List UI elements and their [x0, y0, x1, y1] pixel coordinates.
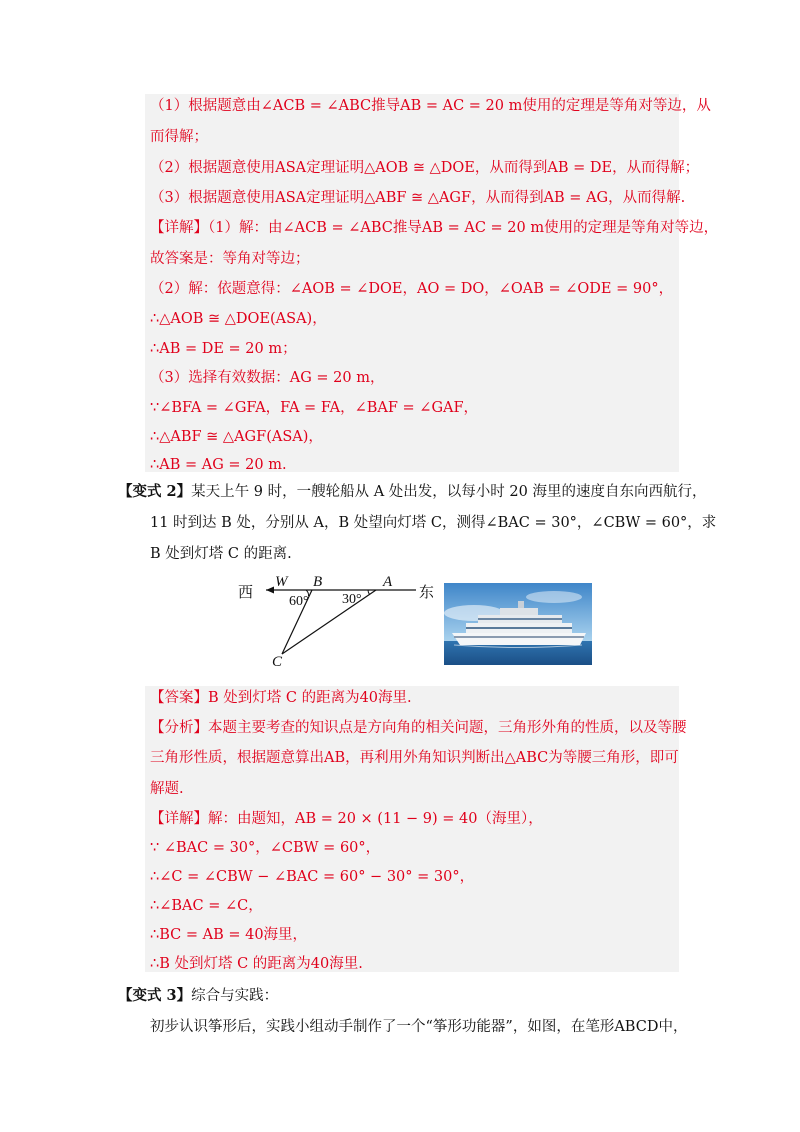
- point-c-label: C: [272, 654, 283, 670]
- detail2-line-6: ∴B 处到灯塔 C 的距离为40海里.: [150, 956, 363, 972]
- detail-line-3: （2）解：依题意得：∠AOB = ∠DOE，AO = DO，∠OAB = ∠ODE = 90°，: [150, 281, 674, 297]
- variant3-line-1: [118, 986, 278, 1006]
- detail-line-6: （3）选择有效数据：AG = 20 m，: [150, 370, 385, 386]
- detail-line-5: ∴AB = DE = 20 m；: [150, 341, 297, 357]
- point-a-label: A: [383, 574, 393, 590]
- detail2-text-1: 解：由题知，AB = 20 × (11 − 9) = 40（海里），: [208, 811, 543, 827]
- analysis-line-3: （2）根据题意使用ASA定理证明△AOB ≅ △DOE，从而得到AB = DE，从而得解；: [150, 160, 700, 176]
- detail-line-1: [150, 218, 718, 238]
- answer-line: [150, 688, 412, 708]
- detail-line-4: ∴△AOB ≅ △DOE(ASA)，: [150, 311, 327, 327]
- direction-angle-figure: [226, 568, 446, 670]
- angle-b-label: 60°: [289, 594, 309, 609]
- analysis-line-2: 而得解；: [150, 129, 208, 145]
- answer-label: 【答案】: [150, 690, 208, 706]
- analysis2-line-1: [150, 718, 687, 738]
- analysis-line-4: （3）根据题意使用ASA定理证明△ABF ≅ △AGF，从而得到AB = AG，从而得解.: [150, 190, 686, 206]
- point-b-label: B: [313, 574, 323, 590]
- detail-line-8: ∴△ABF ≅ △AGF(ASA)，: [150, 429, 323, 445]
- analysis-line-1: （1）根据题意由∠ACB = ∠ABC推导AB = AC = 20 m使用的定理是等角对等边，从: [150, 98, 711, 114]
- analysis2-label: 【分析】: [150, 720, 208, 736]
- analysis2-line-2: 三角形性质，根据题意算出AB，再利用外角知识判断出△ABC为等腰三角形，即可: [150, 750, 679, 766]
- cruise-ship-image: [444, 583, 592, 665]
- variant2-line-3: B 处到灯塔 C 的距离.: [150, 546, 292, 562]
- angle-a-label: 30°: [342, 592, 362, 607]
- variant2-label: 【变式 2】: [118, 483, 192, 500]
- analysis2-text-1: 本题主要考查的知识点是方向角的相关问题，三角形外角的性质，以及等腰: [208, 720, 687, 736]
- variant3-intro: 初步认识筝形后，实践小组动手制作了一个“筝形功能器”，如图，在笔形ABCD中，: [150, 1019, 688, 1035]
- variant2-line-1: [118, 482, 706, 502]
- variant2-question-1: 某天上午 9 时，一艘轮船从 A 处出发，以每小时 20 海里的速度自东向西航行，: [191, 484, 707, 500]
- west-label: 西: [238, 583, 254, 601]
- variant2-line-2: 11 时到达 B 处，分别从 A，B 处望向灯塔 C，测得∠BAC = 30°，∠CBW = 60°，求: [150, 515, 717, 531]
- detail-text: （1）解：由∠ACB = ∠ABC推导AB = AC = 20 m使用的定理是等角对等边，: [208, 220, 719, 236]
- detail2-line-2: ∵ ∠BAC = 30°，∠CBW = 60°，: [150, 840, 381, 856]
- point-w-label: W: [275, 574, 288, 590]
- west-arrow-icon: [266, 587, 274, 594]
- detail-line-2: 故答案是：等角对等边；: [150, 251, 310, 267]
- detail2-line-3: ∴∠C = ∠CBW − ∠BAC = 60° − 30° = 30°，: [150, 869, 475, 885]
- detail-line-7: ∵∠BFA = ∠GFA，FA = FA，∠BAF = ∠GAF，: [150, 400, 479, 416]
- east-label: 东: [419, 583, 435, 601]
- variant3-title: 综合与实践：: [191, 988, 279, 1004]
- detail-line-9: ∴AB = AG = 20 m.: [150, 457, 287, 473]
- analysis2-line-3: 解题.: [150, 781, 184, 797]
- detail2-line-1: [150, 809, 543, 829]
- detail2-line-5: ∴BC = AB = 40海里，: [150, 927, 308, 943]
- variant3-label: 【变式 3】: [118, 987, 192, 1004]
- detail2-line-4: ∴∠BAC = ∠C，: [150, 898, 263, 914]
- detail2-label: 【详解】: [150, 811, 208, 827]
- answer-text: B 处到灯塔 C 的距离为40海里.: [208, 690, 412, 706]
- detail-label: 【详解】: [150, 220, 208, 236]
